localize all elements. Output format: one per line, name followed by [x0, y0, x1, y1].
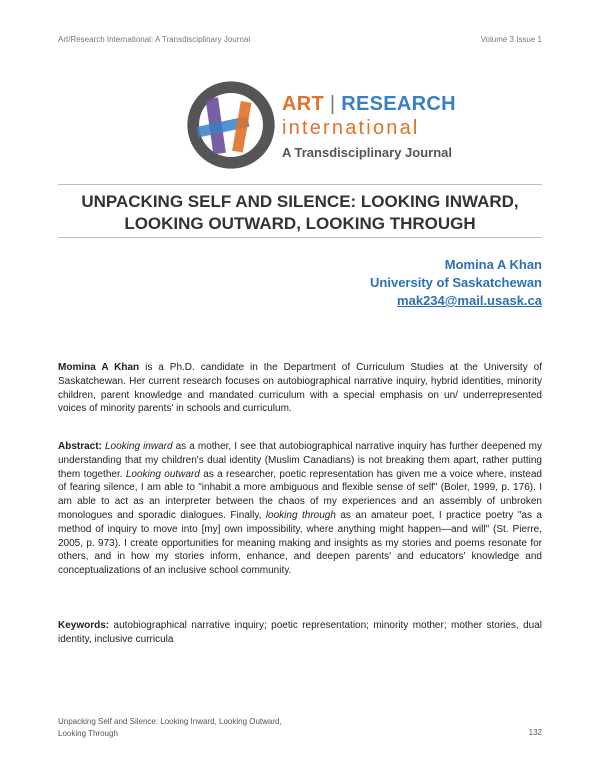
abstract-text-1: as a mother, I see that autobiographical narrative inquiry has further deepened my understanding that my children's dual identity (Muslim Canadians) is not breaking them apart, rather putting them together. — [58, 441, 543, 480]
bio-text: is a Ph.D. candidate in the Department of Curriculum Studies at the University of Saskatchewan. Her current research focuses on autobiographical narrative inquiry, hybrid identities, minority children, parent knowledge and mandated curriculum with a special emphasis on un/ underrepresented voices of minority parents' in schools and curriculum. — [58, 362, 542, 415]
abstract-text-2: as a researcher, poetic representation has given me a voice where, instead of fearing silence, I am able to "inhabit a more ambiguous and flexible sense of self" (Boler, 1999, p. 176). I am able to act as an interpreter between the chaos of my experiences and an assembly of unbroken monologues and sporadic dialogues. Finally, — [58, 468, 542, 521]
keywords — [58, 619, 542, 647]
abstract-label: Abstract: — [58, 441, 102, 452]
running-footer-title — [58, 716, 282, 740]
keywords-text: autobiographical narrative inquiry; poetic representation; minority mother; mother stories, dual identity, inclusive curricula — [58, 620, 542, 645]
journal-logo-icon — [186, 80, 276, 170]
abstract-looking-outward: Looking outward — [125, 468, 200, 480]
article-title-line2: LOOKING OUTWARD, LOOKING THROUGH — [124, 214, 476, 233]
author-affiliation: University of Saskatchewan — [370, 275, 542, 290]
logo-research: RESEARCH — [341, 93, 456, 115]
author-email-link[interactable]: mak234@mail.usask.ca — [397, 293, 542, 308]
bio-name: Momina A Khan — [58, 362, 140, 373]
footer-line1: Unpacking Self and Silence: Looking Inward, Looking Outward, — [58, 717, 282, 726]
author-bio — [58, 361, 542, 416]
title-rule-bottom — [58, 237, 542, 238]
footer-line2: Looking Through — [58, 729, 118, 738]
logo-international: international — [282, 117, 420, 139]
abstract-looking-through: looking through — [265, 509, 336, 521]
abstract-looking-inward: Looking inward — [104, 441, 173, 452]
author-name: Momina A Khan — [444, 257, 542, 272]
article-title — [58, 191, 542, 235]
abstract-text-3: as an amateur poet, I practice poetry "as a method of inquiry to move into [my] own impossibility, where anything might happen—and will" (St. Pierre, 2005, p. 973). I create opportunities for meaning making and insights as my stories and poems resonate for others, and in how my stories inform, enhance, and deepen parents' and educators' knowledge and conceptualizations of an inclusive school community. — [58, 509, 542, 577]
author-block — [370, 256, 542, 310]
logo-wordmark — [282, 93, 456, 160]
abstract — [58, 440, 542, 578]
title-rule-top — [58, 184, 542, 185]
running-header-journal: Art/Research International: A Transdisciplinary Journal — [58, 35, 251, 44]
logo-art: ART — [282, 93, 325, 115]
logo-separator: | — [329, 93, 336, 115]
keywords-label: Keywords: — [58, 620, 110, 631]
page-number: 132 — [528, 728, 542, 737]
logo-subtitle: A Transdisciplinary Journal — [282, 145, 453, 160]
running-header-issue: Volume 3 Issue 1 — [480, 35, 542, 44]
article-title-line1: UNPACKING SELF AND SILENCE: LOOKING INWARD, — [81, 192, 519, 211]
